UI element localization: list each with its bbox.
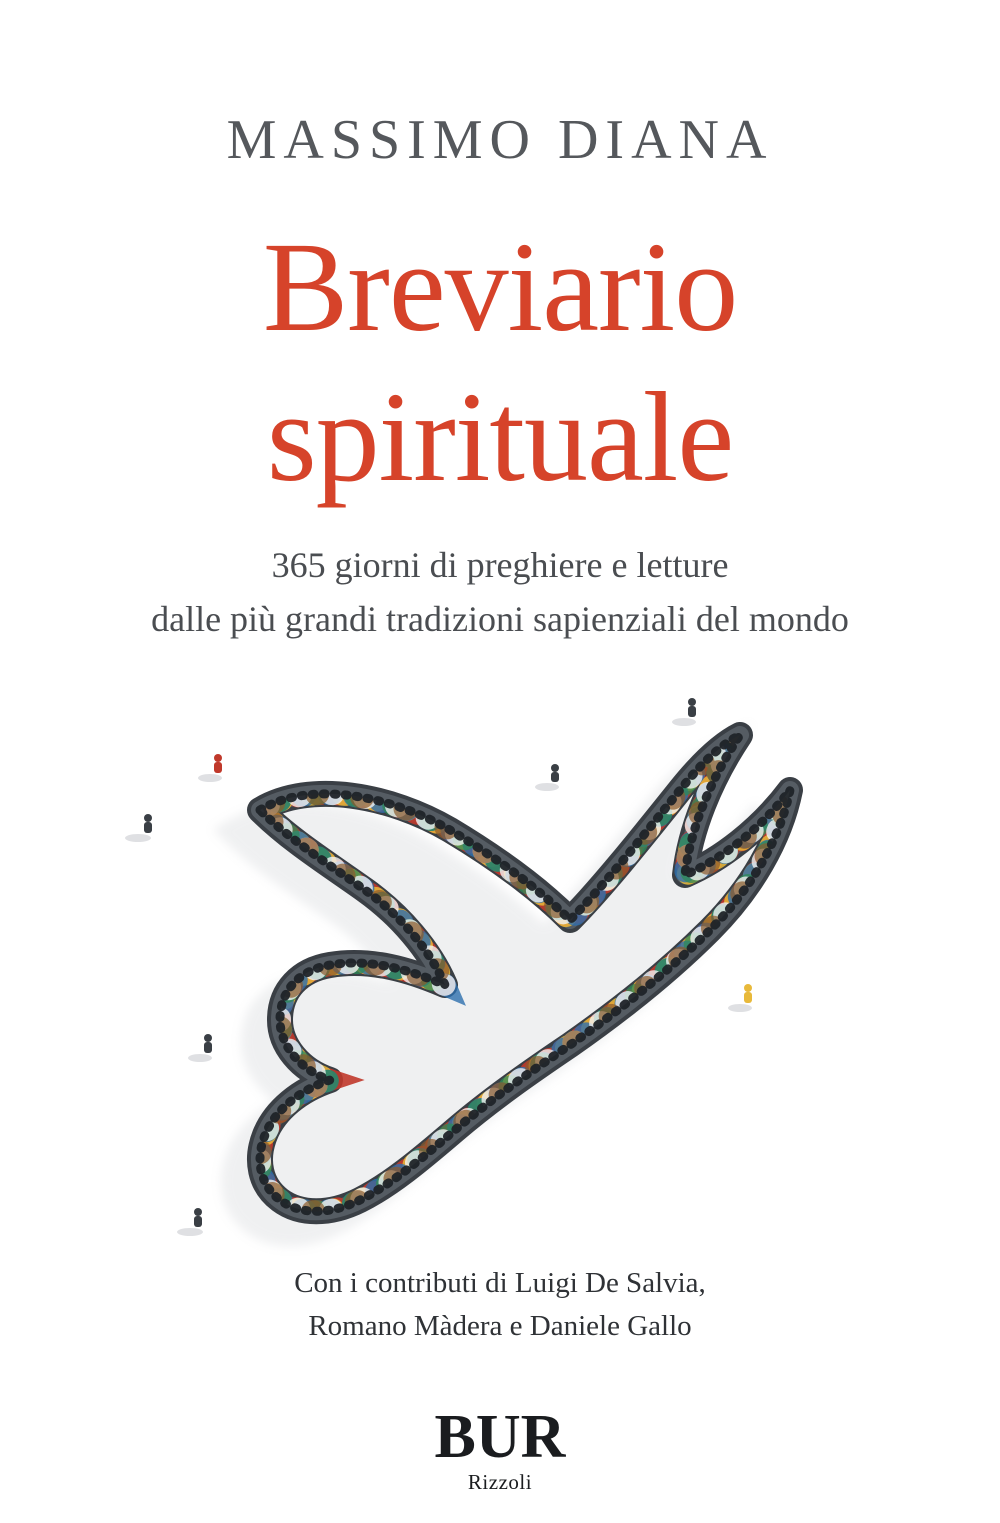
contributors-line-2: Romano Màdera e Daniele Gallo: [308, 1310, 692, 1342]
book-title-line-1: Breviario: [262, 216, 738, 358]
publisher-logo: [0, 1403, 1000, 1495]
book-subtitle-line-1: 365 giorni di preghiere e letture: [271, 545, 729, 585]
book-title: [0, 212, 1000, 512]
book-subtitle: [0, 538, 1000, 646]
dove-crowd-illustration: [100, 640, 920, 1260]
author-name: MASSIMO DIANA: [226, 109, 774, 171]
publisher-logo-mark: BUR: [434, 1403, 566, 1471]
contributors-line-1: Con i contributi di Luigi De Salvia,: [294, 1267, 706, 1299]
publisher-name: Rizzoli: [467, 1470, 533, 1494]
book-subtitle-line-2: dalle più grandi tradizioni sapienziali del mondo: [151, 599, 849, 639]
contributors: [0, 1262, 1000, 1348]
book-title-line-2: spirituale: [266, 366, 734, 508]
